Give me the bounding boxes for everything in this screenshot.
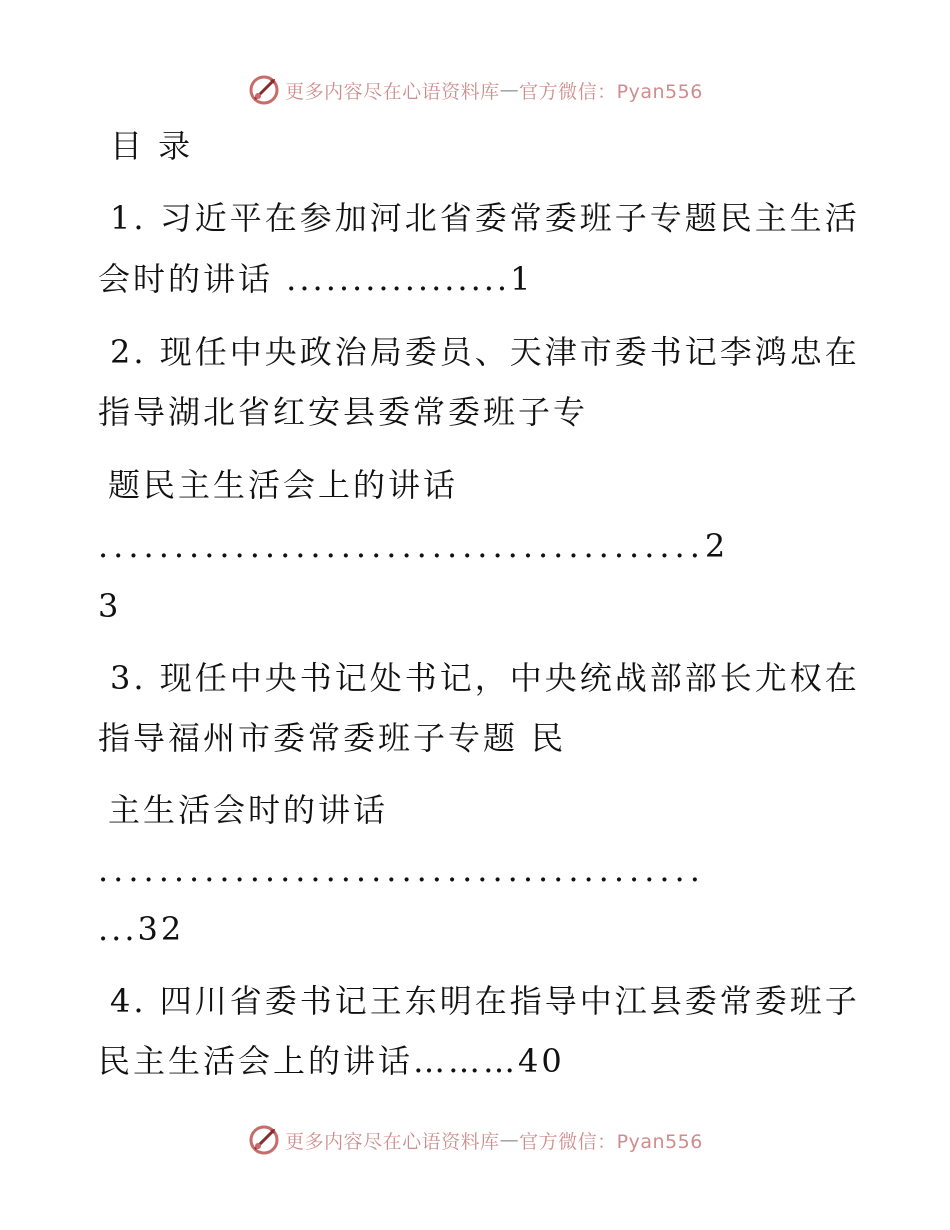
banner-site-text: 更多内容尽在心语资料库 [285,80,500,103]
footer-banner [0,1120,950,1160]
toc-entry-4-line-1: 4. 四川省委书记王东明在指导中江县委常委班子 [110,982,860,1020]
toc-entry-2-leader: ........................................2 [98,527,731,565]
banner-dash: — [499,79,520,101]
toc-heading: 目 录 [110,127,194,165]
toc-entry-4-line-2: 民主生活会上的讲话………40 [98,1042,565,1080]
toc-entry-2-page-continued: 3 [98,587,122,625]
banner-wechat-text: 官方微信：Pyan556 [519,80,703,103]
toc-entry-3-line-2: 指导福州市委常委班子专题 民 [98,719,567,757]
toc-entry-2-line-1: 2. 现任中央政治局委员、天津市委书记李鸿忠在 [110,333,860,371]
toc-entry-3-line-3: 主生活会时的讲话 [108,791,389,829]
toc-entry-3-page: ...32 [98,910,185,948]
toc-entry-1-line-2: 会时的讲话 .................1 [98,260,534,298]
toc-entry-2-line-2: 指导湖北省红安县委常委班子专 [98,393,589,431]
brush-logo-icon [247,73,281,107]
header-banner [0,70,950,110]
banner-dash: — [499,1129,520,1151]
brush-logo-icon [247,1123,281,1157]
toc-entry-3-leader: ........................................ [98,851,705,889]
toc-entry-1-line-1: 1. 习近平在参加河北省委常委班子专题民主生活 [110,199,860,237]
toc-entry-2-line-3: 题民主生活会上的讲话 [108,466,459,504]
toc-entry-3-line-1: 3. 现任中央书记处书记，中央统战部部长尤权在 [110,659,860,697]
banner-site-text: 更多内容尽在心语资料库 [285,1130,500,1153]
banner-wechat-text: 官方微信：Pyan556 [519,1130,703,1153]
